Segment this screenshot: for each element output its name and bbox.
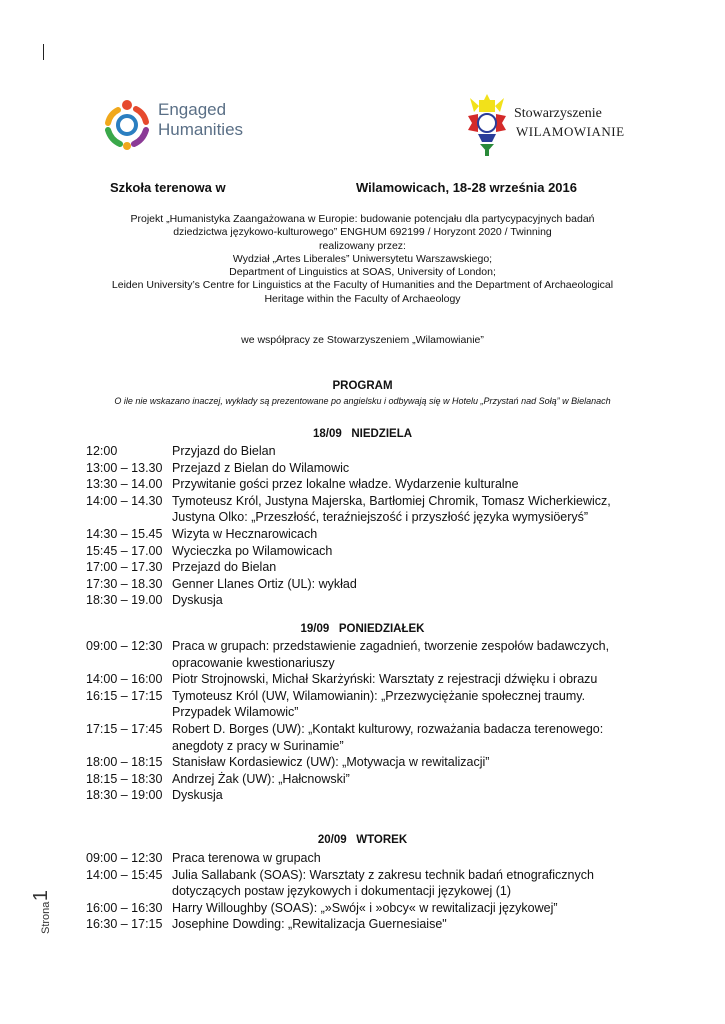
schedule-desc: Andrzej Żak (UW): „Hałcnowski” — [172, 771, 350, 786]
schedule-row — [86, 850, 646, 867]
schedule-desc: Wycieczka po Wilamowicach — [172, 543, 333, 558]
schedule-day-2 — [86, 638, 646, 804]
schedule-time: 16:30 – 17:15 — [86, 917, 163, 932]
schedule-desc: Harry Willoughby (SOAS): „»Swój« i »obcy« w rewitalizacji językowej” — [172, 900, 558, 915]
schedule-desc: Robert D. Borges (UW): „Kontakt kulturowy, rozważania badacza terenowego: anegdoty z pracy w Surinamie” — [172, 721, 604, 753]
schedule-time: 18:30 – 19.00 — [86, 593, 163, 608]
day-header — [60, 834, 665, 846]
schedule-desc: Julia Sallabank (SOAS): Warsztaty z zakresu technik badań etnograficznych dotyczących postaw językowych i dokumentacji językowej (1) — [172, 867, 594, 899]
intro-line: Department of Linguistics at SOAS, University of London; — [229, 266, 496, 279]
schedule-row — [86, 476, 646, 493]
schedule-desc: Dyskusja — [172, 593, 223, 608]
schedule-time: 18:30 – 19:00 — [86, 788, 163, 803]
schedule-time: 17:15 – 17:45 — [86, 721, 163, 736]
intro-line: Projekt „Humanistyka Zaangażowana w Europie: budowanie potencjału dla partycypacyjnych badań — [130, 213, 595, 225]
schedule-time: 12:00 — [86, 444, 118, 458]
logo-line-wilamowianie: WILAMOWIANIE — [516, 124, 625, 139]
schedule-row — [86, 559, 646, 576]
schedule-time: 13:00 – 13.30 — [86, 460, 163, 475]
stowarzyszenie-wilamowianie-logo — [462, 92, 642, 162]
schedule-desc: Stanisław Kordasiewicz (UW): „Motywacja w rewitalizacji” — [172, 755, 490, 770]
schedule-time: 13:30 – 14.00 — [86, 477, 163, 492]
schedule-time: 18:15 – 18:30 — [86, 771, 163, 786]
schedule-row — [86, 443, 646, 460]
day-date: 19/09 — [300, 623, 330, 635]
schedule-time: 14:00 – 16:00 — [86, 672, 163, 687]
schedule-desc: Tymoteusz Król, Justyna Majerska, Bartłomiej Chromik, Tomasz Wicherkiewicz, Justyna Olko: „Przeszłość, teraźniejszość i przyszłość języka wymysiöeryś” — [172, 493, 611, 525]
schedule-day-3 — [86, 850, 646, 933]
schedule-desc: Przyjazd do Bielan — [172, 444, 276, 458]
schedule-time: 14:00 – 14.30 — [86, 493, 163, 508]
day-weekday: NIEDZIELA — [351, 428, 413, 440]
intro-line: Wydział „Artes Liberales” Uniwersytetu Warszawskiego; — [232, 252, 493, 265]
schedule-row — [86, 787, 646, 804]
schedule-time: 17:00 – 17.30 — [86, 560, 163, 575]
project-intro — [60, 213, 665, 306]
cooperation-line: we współpracy ze Stowarzyszeniem „Wilamowianie” — [241, 334, 484, 346]
schedule-time: 15:45 – 17.00 — [86, 543, 163, 558]
schedule-time: 09:00 – 12:30 — [86, 851, 163, 865]
day-date: 20/09 — [317, 834, 347, 846]
schedule-row — [86, 576, 646, 593]
engaged-humanities-logo — [98, 96, 268, 152]
intro-line: Heritage within the Faculty of Archaeology — [264, 292, 461, 305]
day-weekday: WTOREK — [356, 834, 408, 846]
schedule-row — [86, 638, 646, 671]
schedule-desc: Przywitanie gości przez lokalne władze. Wydarzenie kulturalne — [172, 477, 519, 492]
schedule-row — [86, 721, 646, 754]
schedule-row — [86, 493, 646, 526]
heading-right: Wilamowicach, 18-28 września 2016 — [356, 180, 577, 195]
schedule-time: 14:30 – 15.45 — [86, 526, 163, 541]
schedule-time: 14:00 – 15:45 — [86, 867, 163, 882]
day-date: 18/09 — [312, 428, 342, 440]
schedule-desc: Dyskusja — [172, 788, 223, 803]
schedule-time: 16:15 – 17:15 — [86, 688, 163, 703]
schedule-time: 09:00 – 12:30 — [86, 639, 163, 653]
schedule-desc: Wizyta w Hecznarowicach — [172, 526, 318, 541]
schedule-row — [86, 771, 646, 788]
engaged-humanities-emblem-icon — [98, 96, 156, 154]
schedule-row — [86, 754, 646, 771]
schedule-day-1 — [86, 443, 646, 609]
logo-line-stowarzyszenie: Stowarzyszenie — [514, 106, 602, 121]
intro-line: dziedzictwa językowo-kulturowego” ENGHUM 692199 / Horyzont 2020 / Twinning — [173, 226, 552, 239]
intro-line: realizowany przez: — [319, 239, 406, 252]
page-number: 1 — [30, 889, 53, 902]
schedule-desc: Przejazd z Bielan do Wilamowic — [172, 460, 350, 475]
day-weekday: PONIEDZIAŁEK — [338, 623, 425, 635]
schedule-desc: Praca w grupach: przedstawienie zagadnień, tworzenie zespołów badawczych, opracowanie kwestionariuszy — [172, 639, 610, 670]
schedule-row — [86, 688, 646, 721]
day-header — [60, 428, 665, 440]
text-cursor — [43, 44, 44, 60]
program-title: PROGRAM — [332, 380, 393, 392]
schedule-desc: Przejazd do Bielan — [172, 560, 277, 575]
day-header — [60, 623, 665, 635]
schedule-row — [86, 916, 646, 933]
schedule-desc: Piotr Strojnowski, Michał Skarżyński: Warsztaty z rejestracji dźwięku i obrazu — [172, 672, 598, 687]
wilamowianie-emblem-icon — [462, 92, 512, 158]
schedule-desc: Josephine Dowding: „Rewitalizacja Guernesiaise" — [172, 917, 447, 932]
schedule-time: 16:00 – 16:30 — [86, 900, 163, 915]
schedule-desc: Tymoteusz Król (UW, Wilamowianin): „Przezwyciężanie społecznej traumy. Przypadek Wilamowic” — [172, 688, 586, 720]
schedule-row — [86, 526, 646, 543]
schedule-row — [86, 671, 646, 688]
page-footer-label: Strona — [40, 901, 52, 934]
schedule-row — [86, 460, 646, 477]
schedule-time: 18:00 – 18:15 — [86, 755, 163, 770]
schedule-row — [86, 543, 646, 560]
schedule-desc: Praca terenowa w grupach — [172, 851, 321, 865]
logo-line-engaged: Engaged — [158, 100, 227, 119]
logo-line-humanities: Humanities — [158, 120, 244, 139]
schedule-row — [86, 592, 646, 609]
heading-left: Szkoła terenowa w — [110, 180, 226, 195]
program-note: O ile nie wskazano inaczej, wykłady są prezentowane po angielsku i odbywają się w Hotelu „Przystań nad Sołą” w Bielanach — [114, 396, 611, 406]
intro-line: Leiden University’s Centre for Linguistics at the Faculty of Humanities and the Department of Archaeological — [111, 279, 614, 292]
schedule-time: 17:30 – 18.30 — [86, 576, 163, 591]
engaged-humanities-wordmark — [158, 100, 243, 140]
schedule-desc: Genner Llanes Ortiz (UL): wykład — [172, 576, 357, 591]
schedule-row — [86, 900, 646, 917]
schedule-row — [86, 867, 646, 900]
